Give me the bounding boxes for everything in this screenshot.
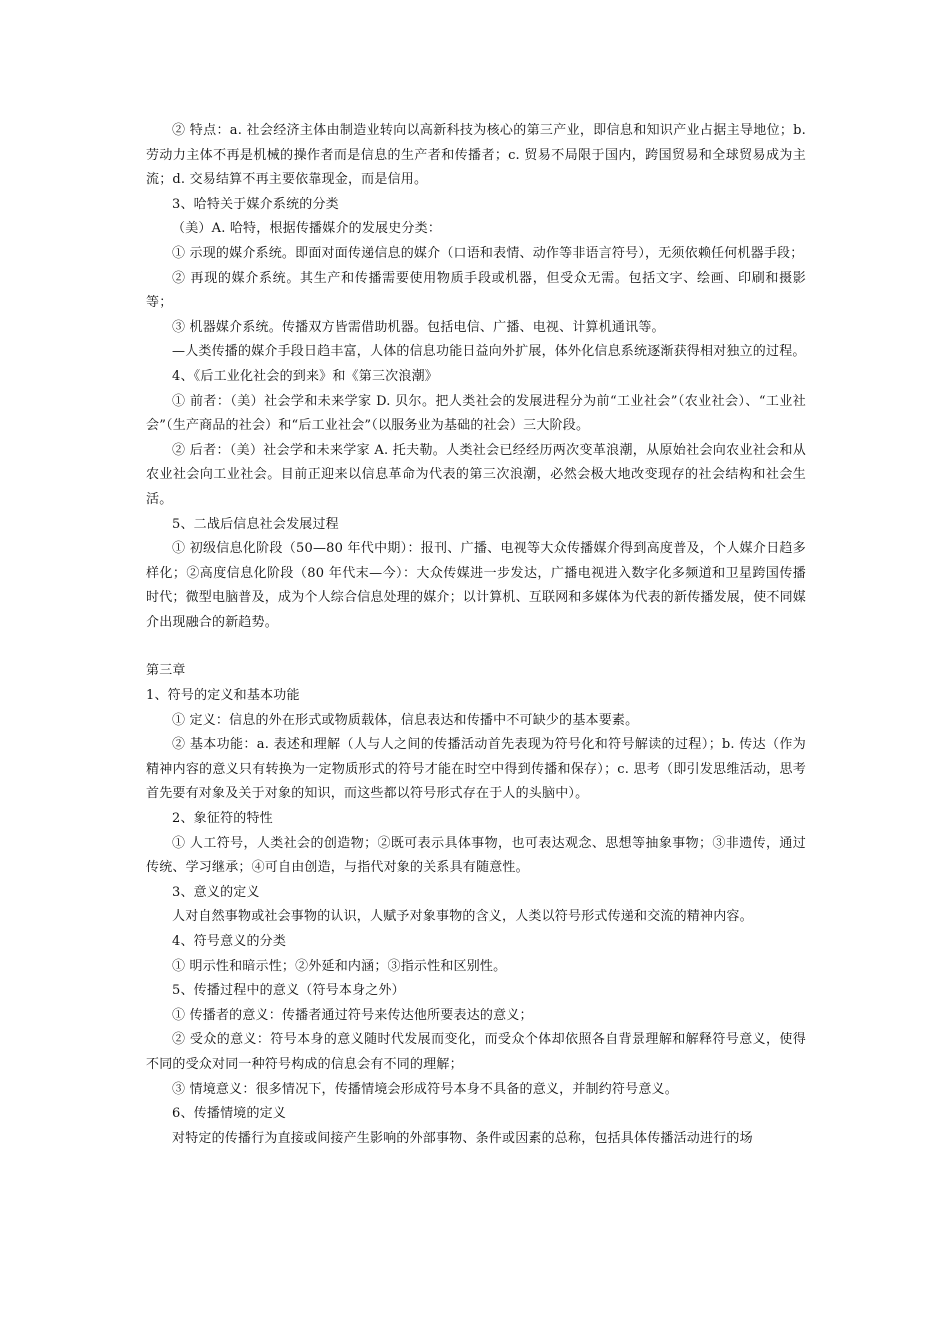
section-heading-symbol-definition: 1、符号的定义和基本功能 bbox=[146, 688, 300, 704]
paragraph-hart-intro: （美）A. 哈特，根据传播媒介的发展史分类： bbox=[172, 221, 442, 237]
paragraph-machine-media: ③ 机器媒介系统。传播双方皆需借助机器。包括电信、广播、电视、计算机通讯等。 bbox=[172, 319, 665, 335]
paragraph-context-meaning: ③ 情境意义：很多情况下，传播情境会形成符号本身不具备的意义，并制约符号意义。 bbox=[172, 1081, 678, 1097]
paragraph-symbol-definition: ① 定义：信息的外在形式或物质载体，信息表达和传播中不可缺少的基本要素。 bbox=[172, 712, 639, 728]
paragraph-symbol-traits: ① 人工符号，人类社会的创造物；②既可表示具体事物，也可表达观念、思想等抽象事物；③非遗传，通过传统、学习继承；④可自由创造，与指代对象的关系具有随意性。 bbox=[146, 835, 806, 876]
section-heading-postwar-info-society: 5、二战后信息社会发展过程 bbox=[172, 516, 339, 532]
paragraph-communicator-meaning: ① 传播者的意义：传播者通过符号来传达他所要表达的意义； bbox=[172, 1007, 533, 1023]
paragraph-media-summary: —人类传播的媒介手段日趋丰富，人体的信息功能日益向外扩展，体外化信息系统逐渐获得相对独立的过程。 bbox=[172, 344, 806, 360]
section-heading-hart-media-classification: 3、哈特关于媒介系统的分类 bbox=[172, 196, 339, 212]
paragraph-representational-media: ② 再现的媒介系统。其生产和传播需要使用物质手段或机器，但受众无需。包括文字、绘画、印刷和摄影等； bbox=[146, 270, 806, 311]
section-heading-symbol-traits: 2、象征符的特性 bbox=[172, 811, 273, 827]
section-heading-meaning-definition: 3、意义的定义 bbox=[172, 884, 260, 900]
paragraph-presentational-media: ① 示现的媒介系统。即面对面传递信息的媒介（口语和表情、动作等非语言符号），无须依赖任何机器手段； bbox=[172, 245, 804, 261]
paragraph-meaning-definition: 人对自然事物或社会事物的认识，人赋予对象事物的含义，人类以符号形式传递和交流的精神内容。 bbox=[172, 909, 753, 925]
chapter-title: 第三章 bbox=[146, 663, 186, 679]
paragraph-meaning-categories: ① 明示性和暗示性；②外延和内涵；③指示性和区别性。 bbox=[172, 958, 507, 974]
paragraph-audience-meaning: ② 受众的意义：符号本身的意义随时代发展而变化，而受众个体却依照各自背景理解和解释符号意义，使得不同的受众对同一种符号构成的信息会有不同的理解； bbox=[146, 1032, 806, 1072]
paragraph-symbol-functions: ② 基本功能：a. 表述和理解（人与人之间的传播活动首先表现为符号化和符号解读的过程）；b. 传达（作为精神内容的意义只有转换为一定物质形式的符号才能在时空中得到传播和保存）；c. 思考（即引发思维活动，思考首先要有对象及关于对象的知识，而这些都以符号形式存在于人的头脑中）。 bbox=[146, 737, 806, 802]
paragraph-info-stages: ① 初级信息化阶段（50—80 年代中期）：报刊、广播、电视等大众传播媒介得到高度普及，个人媒介日趋多样化；②高度信息化阶段（80 年代末—今）：大众传媒进一步发达，广播电视进入数字化多频道和卫星跨国传播时代；微型电脑普及，成为个人综合信息处理的媒介；以计算机、互联网和多媒体为代表的新传播发展，使不同媒介出现融合的新趋势。 bbox=[146, 541, 807, 630]
paragraph-bell: ① 前者：（美）社会学和未来学家 D. 贝尔。把人类社会的发展进程分为前“工业社会”（农业社会）、“工业社会”（生产商品的社会）和“后工业社会”（以服务业为基础的社会）三大阶段。 bbox=[146, 393, 806, 434]
paragraph-context-definition: 对特定的传播行为直接或间接产生影响的外部事物、条件或因素的总称，包括具体传播活动进行的场 bbox=[172, 1130, 753, 1146]
section-heading-post-industrial: 4、《后工业化社会的到来》和《第三次浪潮》 bbox=[172, 368, 438, 384]
chapter-spacer bbox=[146, 635, 806, 659]
paragraph-features: ② 特点：a. 社会经济主体由制造业转向以高新科技为核心的第三产业，即信息和知识产业占据主导地位；b. 劳动力主体不再是机械的操作者而是信息的生产者和传播者；c. 贸易不局限于国内，跨国贸易和全球贸易成为主流；d. 交易结算不再主要依靠现金，而是信用。 bbox=[146, 123, 806, 188]
section-heading-meaning-categories: 4、符号意义的分类 bbox=[172, 934, 287, 949]
section-heading-context-definition: 6、传播情境的定义 bbox=[172, 1106, 287, 1122]
section-heading-meaning-in-process: 5、传播过程中的意义（符号本身之外） bbox=[172, 983, 405, 999]
document-body bbox=[146, 119, 806, 1151]
paragraph-toffler: ② 后者：（美）社会学和未来学家 A. 托夫勒。人类社会已经经历两次变革浪潮，从原始社会向农业社会和从农业社会向工业社会。目前正迎来以信息革命为代表的第三次浪潮，必然会极大地改变现存的社会结构和社会生活。 bbox=[146, 442, 806, 507]
